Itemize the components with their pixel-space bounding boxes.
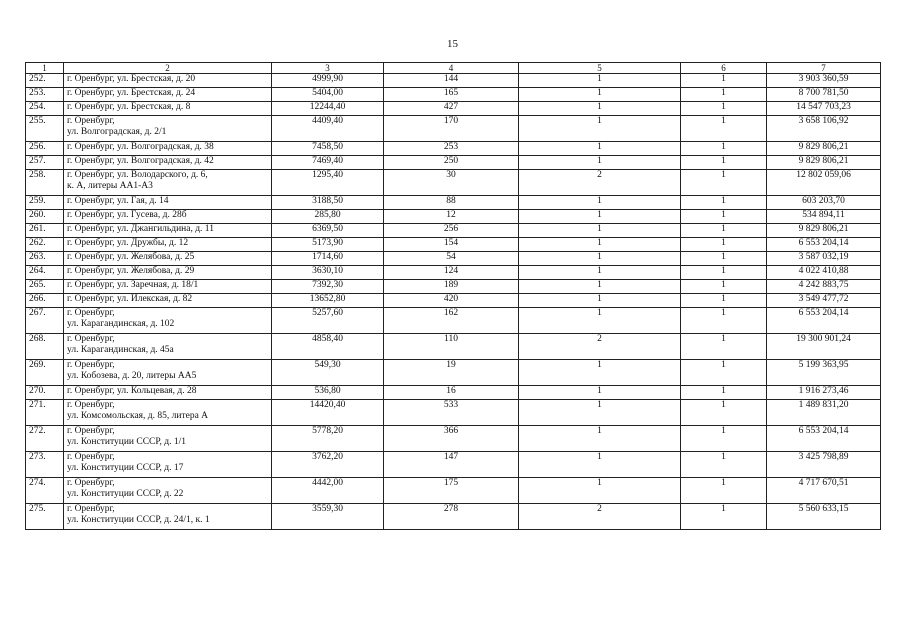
column-5-cell: 1	[519, 252, 681, 266]
table-row	[26, 170, 881, 196]
column-4-cell: 420	[384, 294, 519, 308]
cost-cell: 603 203,70	[767, 196, 881, 210]
column-4-cell: 533	[384, 400, 519, 426]
address-line: г. Оренбург,	[67, 400, 115, 410]
table-row	[26, 294, 881, 308]
address-cell	[64, 116, 272, 142]
column-5-cell: 2	[519, 334, 681, 360]
table-row	[26, 504, 881, 530]
table-row	[26, 196, 881, 210]
table-row	[26, 210, 881, 224]
column-5-cell: 1	[519, 238, 681, 252]
column-6-cell: 1	[681, 238, 767, 252]
row-number-cell: 261.	[26, 224, 64, 238]
address-line: г. Оренбург, ул. Джангильдина, д. 11	[67, 224, 214, 234]
column-5-cell: 1	[519, 426, 681, 452]
address-line: г. Оренбург, ул. Кольцевая, д. 28	[67, 386, 197, 396]
address-cell	[64, 334, 272, 360]
column-header: 7	[767, 63, 881, 74]
row-number-cell: 252.	[26, 74, 64, 88]
column-6-cell: 1	[681, 426, 767, 452]
table-row	[26, 142, 881, 156]
table-row	[26, 224, 881, 238]
area-cell: 5404,00	[272, 88, 384, 102]
row-number-cell: 259.	[26, 196, 64, 210]
row-number-cell: 273.	[26, 452, 64, 478]
column-4-cell: 427	[384, 102, 519, 116]
table-row	[26, 252, 881, 266]
column-6-cell: 1	[681, 478, 767, 504]
cost-cell: 3 658 106,92	[767, 116, 881, 142]
area-cell: 1714,60	[272, 252, 384, 266]
row-number-cell: 258.	[26, 170, 64, 196]
address-line: ул. Конституции СССР, д. 22	[67, 489, 184, 499]
address-line: г. Оренбург, ул. Володарского, д. 6,	[67, 170, 208, 180]
column-header: 4	[384, 63, 519, 74]
column-5-cell: 1	[519, 142, 681, 156]
table-row	[26, 116, 881, 142]
address-cell	[64, 210, 272, 224]
column-4-cell: 19	[384, 360, 519, 386]
column-6-cell: 1	[681, 224, 767, 238]
table-row	[26, 266, 881, 280]
address-line: г. Оренбург, ул. Брестская, д. 20	[67, 74, 196, 84]
column-5-cell: 1	[519, 74, 681, 88]
column-6-cell: 1	[681, 156, 767, 170]
column-5-cell: 2	[519, 504, 681, 530]
cost-cell: 9 829 806,21	[767, 224, 881, 238]
table-row	[26, 400, 881, 426]
column-4-cell: 54	[384, 252, 519, 266]
column-6-cell: 1	[681, 294, 767, 308]
address-cell	[64, 88, 272, 102]
address-line: ул. Конституции СССР, д. 17	[67, 463, 184, 473]
cost-cell: 9 829 806,21	[767, 156, 881, 170]
address-cell	[64, 170, 272, 196]
address-line: г. Оренбург,	[67, 478, 115, 488]
row-number-cell: 257.	[26, 156, 64, 170]
column-6-cell: 1	[681, 452, 767, 478]
column-6-cell: 1	[681, 280, 767, 294]
column-6-cell: 1	[681, 334, 767, 360]
column-6-cell: 1	[681, 210, 767, 224]
row-number-cell: 256.	[26, 142, 64, 156]
data-table	[25, 62, 881, 530]
column-4-cell: 175	[384, 478, 519, 504]
address-line: г. Оренбург, ул. Желябова, д. 25	[67, 252, 195, 262]
area-cell: 536,80	[272, 386, 384, 400]
address-cell	[64, 504, 272, 530]
address-line: г. Оренбург, ул. Желябова, д. 29	[67, 266, 195, 276]
column-6-cell: 1	[681, 252, 767, 266]
address-cell	[64, 308, 272, 334]
area-cell: 14420,40	[272, 400, 384, 426]
table-row	[26, 426, 881, 452]
cost-cell: 1 489 831,20	[767, 400, 881, 426]
table-row	[26, 308, 881, 334]
column-6-cell: 1	[681, 308, 767, 334]
area-cell: 6369,50	[272, 224, 384, 238]
area-cell: 7469,40	[272, 156, 384, 170]
cost-cell: 6 553 204,14	[767, 238, 881, 252]
column-6-cell: 1	[681, 266, 767, 280]
column-4-cell: 147	[384, 452, 519, 478]
table-header-row	[26, 63, 881, 74]
address-line: г. Оренбург,	[67, 426, 115, 436]
column-5-cell: 1	[519, 88, 681, 102]
cost-cell: 4 717 670,51	[767, 478, 881, 504]
column-header: 6	[681, 63, 767, 74]
address-cell	[64, 426, 272, 452]
row-number-cell: 269.	[26, 360, 64, 386]
table-row	[26, 334, 881, 360]
address-line: г. Оренбург,	[67, 360, 115, 370]
address-line: г. Оренбург, ул. Дружбы, д. 12	[67, 238, 189, 248]
address-line: г. Оренбург, ул. Заречная, д. 18/1	[67, 280, 199, 290]
row-number-cell: 267.	[26, 308, 64, 334]
row-number-cell: 255.	[26, 116, 64, 142]
column-header: 1	[26, 63, 64, 74]
cost-cell: 3 587 032,19	[767, 252, 881, 266]
area-cell: 285,80	[272, 210, 384, 224]
column-4-cell: 250	[384, 156, 519, 170]
address-line: ул. Карагандинская, д. 45а	[67, 345, 174, 355]
area-cell: 3188,50	[272, 196, 384, 210]
column-6-cell: 1	[681, 88, 767, 102]
area-cell: 549,30	[272, 360, 384, 386]
area-cell: 4858,40	[272, 334, 384, 360]
area-cell: 3630,10	[272, 266, 384, 280]
column-4-cell: 162	[384, 308, 519, 334]
column-4-cell: 189	[384, 280, 519, 294]
table-row	[26, 452, 881, 478]
column-4-cell: 110	[384, 334, 519, 360]
address-line: г. Оренбург, ул. Гусева, д. 28б	[67, 210, 187, 220]
column-4-cell: 12	[384, 210, 519, 224]
row-number-cell: 270.	[26, 386, 64, 400]
address-cell	[64, 74, 272, 88]
table-row	[26, 88, 881, 102]
column-6-cell: 1	[681, 386, 767, 400]
cost-cell: 3 425 798,89	[767, 452, 881, 478]
address-line: ул. Карагандинская, д. 102	[67, 319, 175, 329]
area-cell: 1295,40	[272, 170, 384, 196]
address-cell	[64, 224, 272, 238]
address-cell	[64, 156, 272, 170]
cost-cell: 534 894,11	[767, 210, 881, 224]
row-number-cell: 254.	[26, 102, 64, 116]
area-cell: 7458,50	[272, 142, 384, 156]
column-4-cell: 170	[384, 116, 519, 142]
column-header: 5	[519, 63, 681, 74]
address-cell	[64, 452, 272, 478]
area-cell: 3762,20	[272, 452, 384, 478]
address-line: г. Оренбург,	[67, 308, 115, 318]
address-cell	[64, 400, 272, 426]
area-cell: 5257,60	[272, 308, 384, 334]
area-cell: 4999,90	[272, 74, 384, 88]
row-number-cell: 262.	[26, 238, 64, 252]
table-row	[26, 156, 881, 170]
address-line: ул. Конституции СССР, д. 24/1, к. 1	[67, 515, 210, 525]
row-number-cell: 266.	[26, 294, 64, 308]
cost-cell: 14 547 703,23	[767, 102, 881, 116]
column-5-cell: 1	[519, 156, 681, 170]
address-cell	[64, 360, 272, 386]
address-line: г. Оренбург,	[67, 116, 115, 126]
address-cell	[64, 478, 272, 504]
column-4-cell: 30	[384, 170, 519, 196]
area-cell: 3559,30	[272, 504, 384, 530]
table-row	[26, 360, 881, 386]
column-5-cell: 1	[519, 266, 681, 280]
table-row	[26, 280, 881, 294]
address-cell	[64, 386, 272, 400]
column-4-cell: 154	[384, 238, 519, 252]
column-6-cell: 1	[681, 74, 767, 88]
address-line: г. Оренбург,	[67, 452, 115, 462]
column-6-cell: 1	[681, 504, 767, 530]
column-6-cell: 1	[681, 170, 767, 196]
column-5-cell: 1	[519, 116, 681, 142]
column-6-cell: 1	[681, 400, 767, 426]
cost-cell: 6 553 204,14	[767, 308, 881, 334]
address-line: г. Оренбург,	[67, 504, 115, 514]
cost-cell: 4 242 883,75	[767, 280, 881, 294]
column-header: 2	[64, 63, 272, 74]
column-5-cell: 1	[519, 478, 681, 504]
row-number-cell: 260.	[26, 210, 64, 224]
table-row	[26, 478, 881, 504]
column-5-cell: 1	[519, 452, 681, 478]
column-6-cell: 1	[681, 360, 767, 386]
address-cell	[64, 142, 272, 156]
column-5-cell: 1	[519, 224, 681, 238]
address-cell	[64, 238, 272, 252]
area-cell: 12244,40	[272, 102, 384, 116]
column-5-cell: 1	[519, 210, 681, 224]
address-line: к. А, литеры АА1-А3	[67, 181, 153, 191]
address-line: г. Оренбург,	[67, 334, 115, 344]
address-cell	[64, 102, 272, 116]
column-4-cell: 253	[384, 142, 519, 156]
address-cell	[64, 280, 272, 294]
address-line: г. Оренбург, ул. Гая, д. 14	[67, 196, 169, 206]
address-line: ул. Конституции СССР, д. 1/1	[67, 437, 186, 447]
column-5-cell: 1	[519, 102, 681, 116]
address-line: г. Оренбург, ул. Брестская, д. 24	[67, 88, 196, 98]
row-number-cell: 263.	[26, 252, 64, 266]
column-5-cell: 1	[519, 360, 681, 386]
cost-cell: 3 903 360,59	[767, 74, 881, 88]
address-cell	[64, 196, 272, 210]
row-number-cell: 264.	[26, 266, 64, 280]
row-number-cell: 274.	[26, 478, 64, 504]
address-line: ул. Волгоградская, д. 2/1	[67, 127, 167, 137]
column-5-cell: 2	[519, 170, 681, 196]
cost-cell: 1 916 273,46	[767, 386, 881, 400]
area-cell: 13652,80	[272, 294, 384, 308]
cost-cell: 6 553 204,14	[767, 426, 881, 452]
cost-cell: 12 802 059,06	[767, 170, 881, 196]
cost-cell: 3 549 477,72	[767, 294, 881, 308]
page-number: 15	[447, 38, 458, 50]
column-5-cell: 1	[519, 294, 681, 308]
address-line: г. Оренбург, ул. Волгоградская, д. 42	[67, 156, 214, 166]
address-line: г. Оренбург, ул. Волгоградская, д. 38	[67, 142, 214, 152]
column-6-cell: 1	[681, 102, 767, 116]
cost-cell: 4 022 410,88	[767, 266, 881, 280]
address-cell	[64, 252, 272, 266]
area-cell: 4409,40	[272, 116, 384, 142]
table-row	[26, 74, 881, 88]
cost-cell: 5 560 633,15	[767, 504, 881, 530]
address-cell	[64, 266, 272, 280]
column-6-cell: 1	[681, 116, 767, 142]
column-5-cell: 1	[519, 400, 681, 426]
column-4-cell: 366	[384, 426, 519, 452]
column-4-cell: 124	[384, 266, 519, 280]
cost-cell: 19 300 901,24	[767, 334, 881, 360]
column-6-cell: 1	[681, 142, 767, 156]
column-4-cell: 144	[384, 74, 519, 88]
address-cell	[64, 294, 272, 308]
area-cell: 5173,90	[272, 238, 384, 252]
row-number-cell: 271.	[26, 400, 64, 426]
column-4-cell: 88	[384, 196, 519, 210]
address-line: ул. Кобозева, д. 20, литеры АА5	[67, 371, 197, 381]
area-cell: 7392,30	[272, 280, 384, 294]
address-line: г. Оренбург, ул. Илекская, д. 82	[67, 294, 193, 304]
row-number-cell: 275.	[26, 504, 64, 530]
row-number-cell: 265.	[26, 280, 64, 294]
column-header: 3	[272, 63, 384, 74]
row-number-cell: 253.	[26, 88, 64, 102]
column-4-cell: 278	[384, 504, 519, 530]
column-4-cell: 256	[384, 224, 519, 238]
cost-cell: 5 199 363,95	[767, 360, 881, 386]
area-cell: 5778,20	[272, 426, 384, 452]
table-row	[26, 102, 881, 116]
row-number-cell: 268.	[26, 334, 64, 360]
column-5-cell: 1	[519, 386, 681, 400]
row-number-cell: 272.	[26, 426, 64, 452]
address-line: ул. Комсомольская, д. 85, литера А	[67, 411, 209, 421]
column-5-cell: 1	[519, 308, 681, 334]
column-4-cell: 16	[384, 386, 519, 400]
cost-cell: 8 700 781,50	[767, 88, 881, 102]
column-6-cell: 1	[681, 196, 767, 210]
table-row	[26, 386, 881, 400]
table-row	[26, 238, 881, 252]
column-4-cell: 165	[384, 88, 519, 102]
column-5-cell: 1	[519, 280, 681, 294]
cost-cell: 9 829 806,21	[767, 142, 881, 156]
area-cell: 4442,00	[272, 478, 384, 504]
column-5-cell: 1	[519, 196, 681, 210]
address-line: г. Оренбург, ул. Брестская, д. 8	[67, 102, 191, 112]
